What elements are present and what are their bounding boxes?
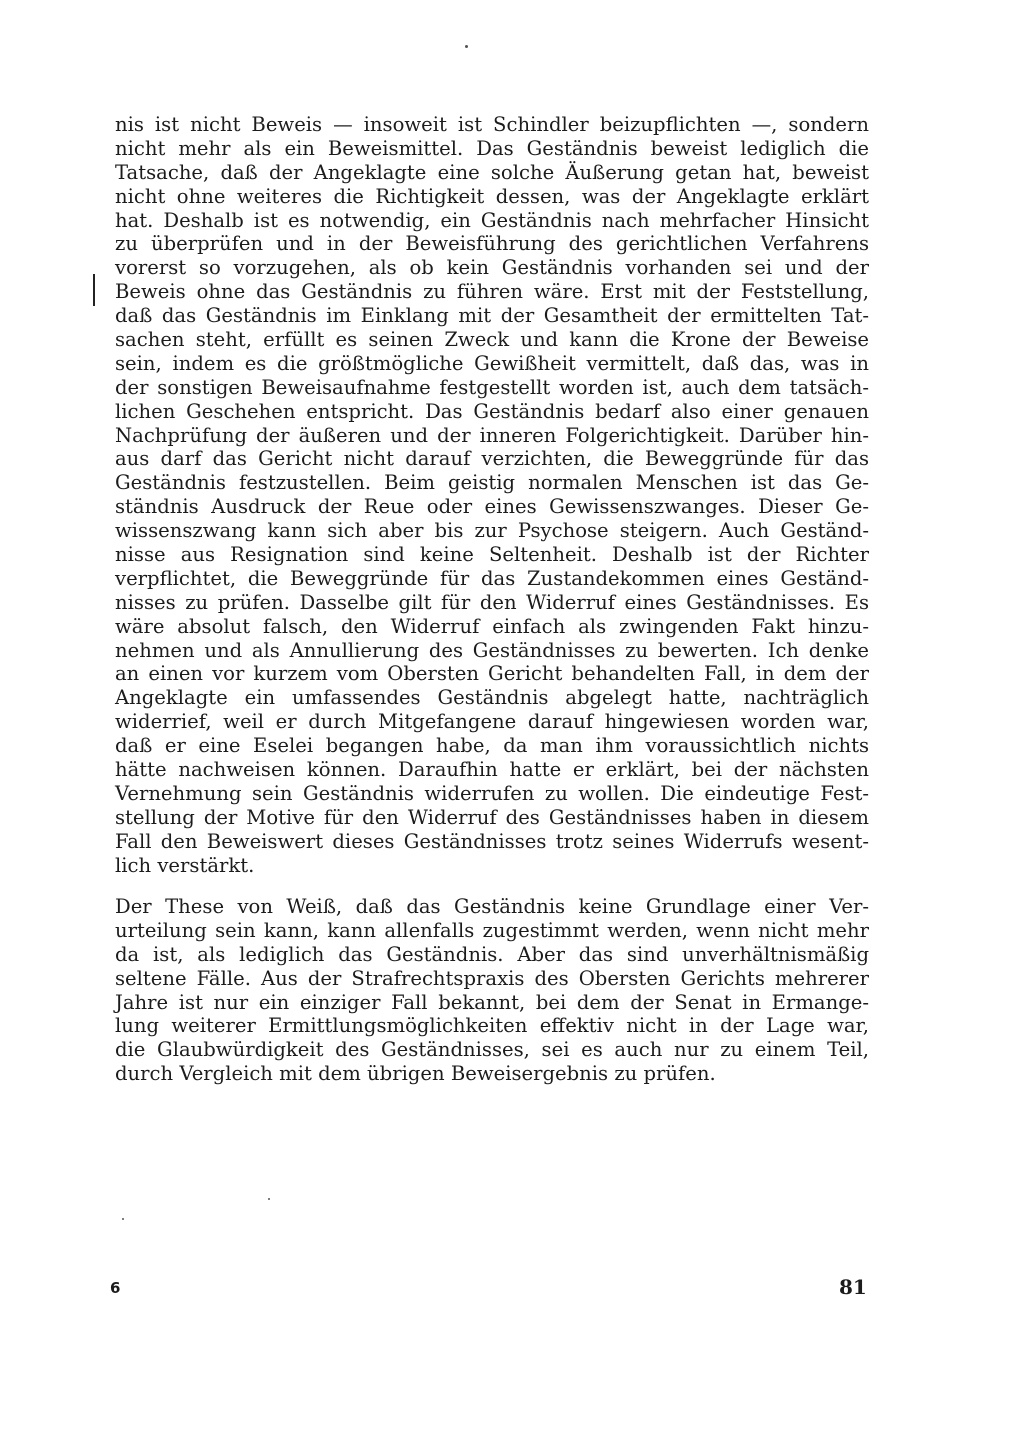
text-line: verpflichtet, die Beweggründe für das Zustandekommen eines Geständ- — [115, 566, 869, 590]
text-line: die Glaubwürdigkeit des Geständnisses, sei es auch nur zu einem Teil, — [115, 1038, 869, 1062]
text-line: wäre absolut falsch, den Widerruf einfach als zwingenden Fakt hinzu- — [115, 614, 869, 638]
text-line: daß das Geständnis im Einklang mit der Gesamtheit der ermittelten Tat- — [115, 304, 869, 328]
text-line: nis ist nicht Beweis — insoweit ist Schindler beizupflichten —, sondern — [115, 113, 869, 136]
ink-speck — [268, 1198, 270, 1200]
ink-speck — [465, 45, 468, 48]
text-line: Angeklagte ein umfassendes Geständnis abgelegt hatte, nachträglich — [115, 686, 869, 710]
text-line: durch Vergleich mit dem übrigen Beweisergebnis zu prüfen. — [115, 1062, 716, 1086]
text-line: nicht mehr als ein Beweismittel. Das Geständnis beweist lediglich die — [115, 136, 869, 160]
text-line: da ist, als lediglich das Geständnis. Aber das sind unverhältnismäßig — [115, 942, 869, 966]
text-line: seltene Fälle. Aus der Strafrechtspraxis des Obersten Gerichts mehrerer — [115, 966, 869, 990]
margin-mark — [93, 274, 95, 306]
text-line: der sonstigen Beweisaufnahme festgestellt worden ist, auch dem tatsäch- — [115, 375, 869, 399]
ink-speck — [122, 1218, 124, 1220]
text-line: Geständnis festzustellen. Beim geistig normalen Menschen ist das Ge- — [115, 471, 869, 495]
text-line: sein, indem es die größtmögliche Gewißheit vermittelt, daß das, was in — [115, 351, 869, 375]
body-paragraph-2 — [115, 895, 869, 1086]
text-line: widerrief, weil er durch Mitgefangene darauf hingewiesen worden war, — [115, 710, 869, 734]
text-line: nicht ohne weiteres die Richtigkeit dessen, was der Angeklagte erklärt — [115, 184, 869, 208]
text-line: wissenszwang kann sich aber bis zur Psychose steigern. Auch Geständ- — [115, 519, 869, 543]
text-line: urteilung sein kann, kann allenfalls zugestimmt werden, wenn nicht mehr — [115, 918, 869, 942]
text-line: vorerst so vorzugehen, als ob kein Geständnis vorhanden sei und der — [115, 256, 869, 280]
text-line: sachen steht, erfüllt es seinen Zweck und kann die Krone der Beweise — [115, 328, 869, 352]
text-line: Jahre ist nur ein einziger Fall bekannt, bei dem der Senat in Ermange- — [115, 990, 869, 1014]
text-line: lung weiterer Ermittlungsmöglichkeiten effektiv nicht in der Lage war, — [115, 1014, 869, 1038]
text-line: aus darf das Gericht nicht darauf verzichten, die Beweggründe für das — [115, 447, 869, 471]
page-number: 81 — [839, 1275, 867, 1299]
text-line: Tatsache, daß der Angeklagte eine solche Äußerung getan hat, beweist — [115, 160, 869, 184]
text-line: daß er eine Eselei begangen habe, da man ihm voraussichtlich nichts — [115, 734, 869, 758]
text-line: Beweis ohne das Geständnis zu führen wäre. Erst mit der Feststellung, — [115, 280, 869, 304]
text-line: nisses zu prüfen. Dasselbe gilt für den Widerruf eines Geständnisses. Es — [115, 590, 869, 614]
text-line: hätte nachweisen können. Daraufhin hatte er erklärt, bei der nächsten — [115, 758, 869, 782]
text-line: an einen vor kurzem vom Obersten Gericht behandelten Fall, in dem der — [115, 662, 869, 686]
body-paragraph-1 — [115, 113, 869, 878]
text-line: Vernehmung sein Geständnis widerrufen zu wollen. Die eindeutige Fest- — [115, 781, 869, 805]
text-line: Nachprüfung der äußeren und der inneren Folgerichtigkeit. Darüber hin- — [115, 423, 869, 447]
signature-mark: 6 — [110, 1279, 121, 1297]
text-line: Fall den Beweiswert dieses Geständnisses trotz seines Widerrufs wesent- — [115, 829, 869, 853]
text-line: Der These von Weiß, daß das Geständnis keine Grundlage einer Ver- — [115, 895, 869, 918]
text-line: nisse aus Resignation sind keine Seltenheit. Deshalb ist der Richter — [115, 543, 869, 567]
text-line: lich verstärkt. — [115, 853, 255, 877]
text-line: nehmen und als Annullierung des Geständnisses zu bewerten. Ich denke — [115, 638, 869, 662]
text-line: hat. Deshalb ist es notwendig, ein Geständnis nach mehrfacher Hinsicht — [115, 208, 869, 232]
text-line: stellung der Motive für den Widerruf des Geständnisses haben in diesem — [115, 805, 869, 829]
text-line: zu überprüfen und in der Beweisführung des gerichtlichen Verfahrens — [115, 232, 869, 256]
text-line: lichen Geschehen entspricht. Das Geständnis bedarf also einer genauen — [115, 399, 869, 423]
text-line: ständnis Ausdruck der Reue oder eines Gewissenszwanges. Dieser Ge- — [115, 495, 869, 519]
